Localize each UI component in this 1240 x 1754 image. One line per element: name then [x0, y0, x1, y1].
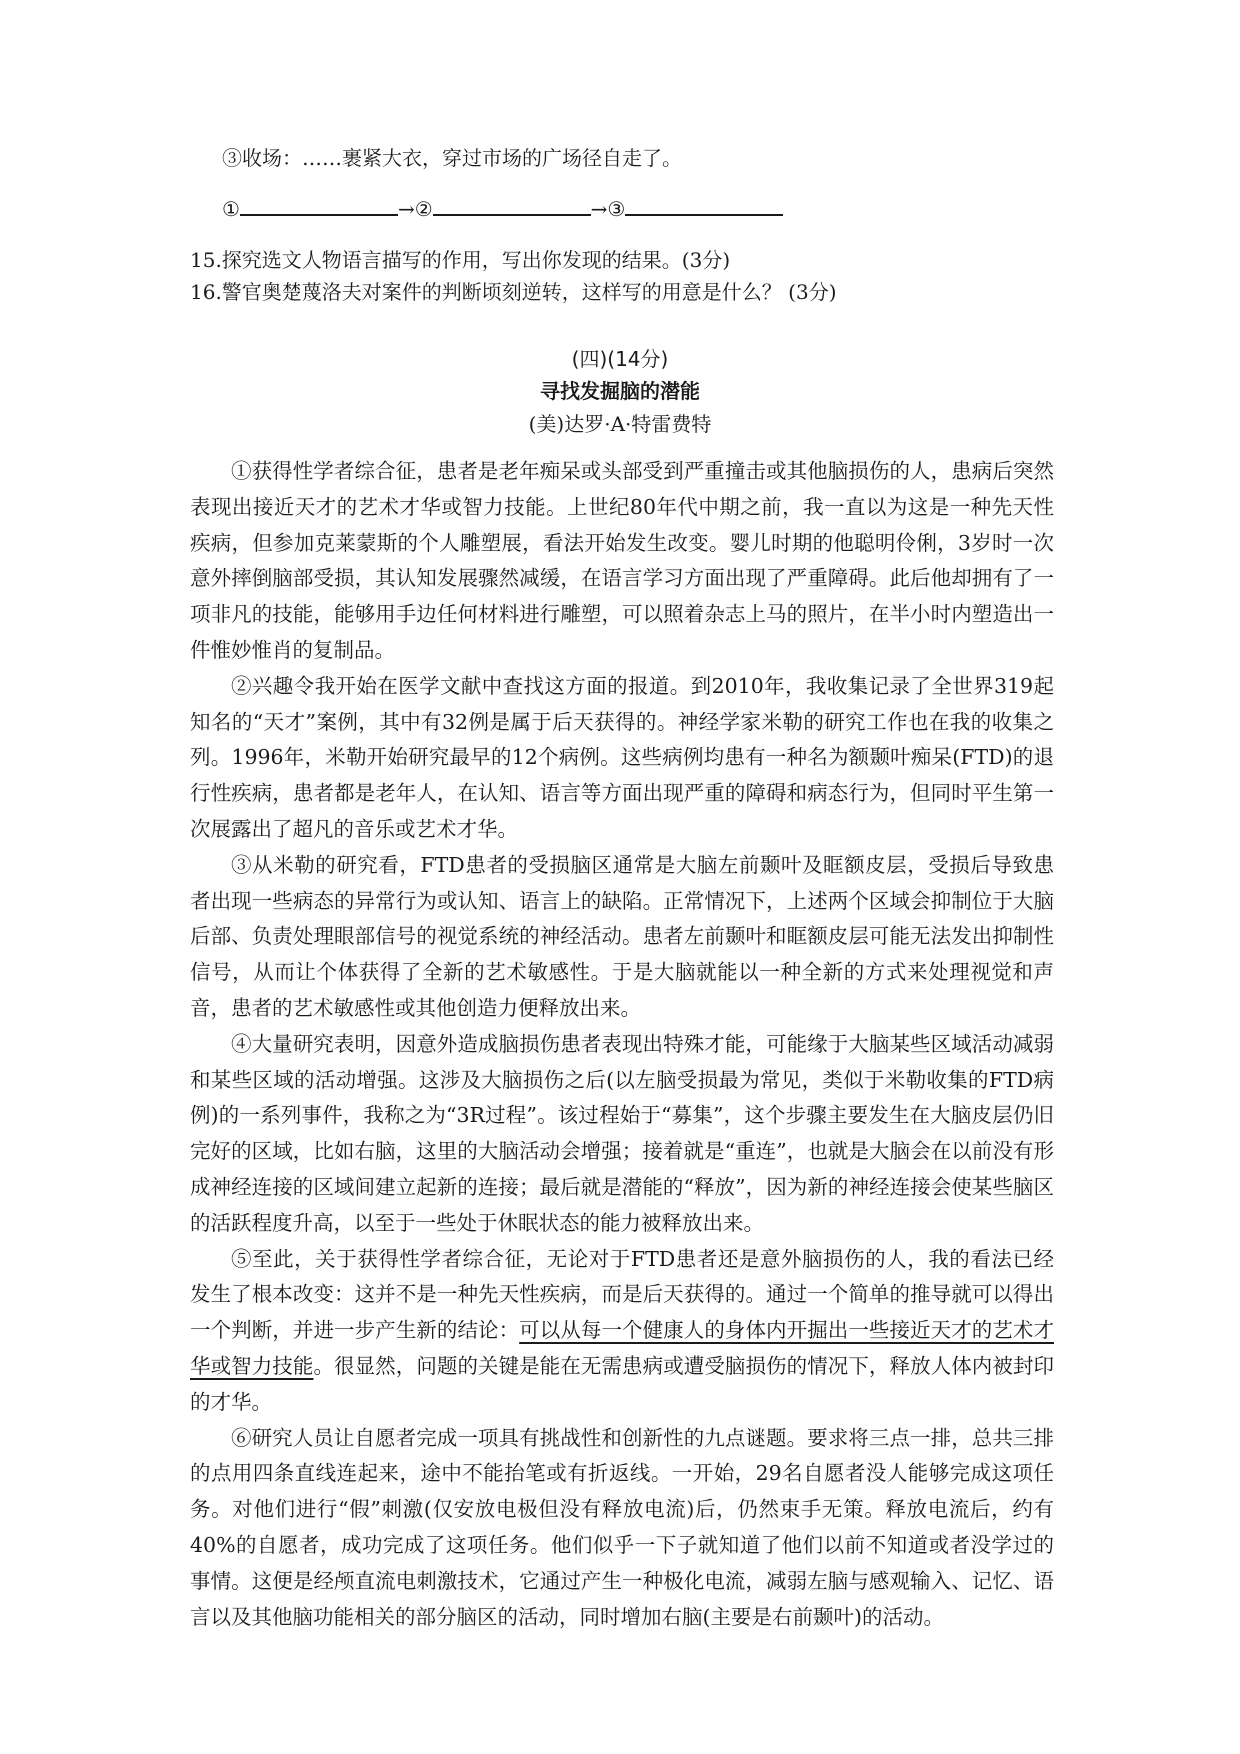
blank-marker-1: ① — [222, 197, 240, 221]
paragraph-4: ④大量研究表明，因意外造成脑损伤患者表现出特殊才能，可能缘于大脑某些区域活动减弱和某些区域的活动增强。这涉及大脑损伤之后(以左脑受损最为常见，类似于米勒收集的FTD病例)的一系列事件，我称之为“3R过程”。该过程始于“募集”，这个步骤主要发生在大脑皮层仍旧完好的区域，比如右脑，这里的大脑活动会增强；接着就是“重连”，也就是大脑会在以前没有形成神经连接的区域间建立起新的连接；最后就是潜能的“释放”，因为新的神经连接会使某些脑区的活跃程度升高，以至于一些处于休眠状态的能力被释放出来。 — [190, 1031, 1054, 1235]
paragraph-5-tail: 。很显然，问题的关键是能在无需患病或遭受脑损伤的情况下，释放人体内被封印的才华。 — [190, 1353, 1055, 1414]
blank-arrow-3: →③ — [590, 197, 626, 221]
paragraph-3: ③从米勒的研究看，FTD患者的受损脑区通常是大脑左前颞叶及眶额皮层，受损后导致患者出现一些病态的异常行为或认知、语言上的缺陷。正常情况下，上述两个区域会抑制位于大脑后部、负责处理眼部信号的视觉系统的神经活动。患者左前颞叶和眶额皮层可能无法发出抑制性信号，从而让个体获得了全新的艺术敏感性。于是大脑就能以一种全新的方式来处理视觉和声音，患者的艺术敏感性或其他创造力便释放出来。 — [190, 852, 1054, 1020]
blank-3[interactable] — [625, 190, 783, 216]
blank-arrow-2: →② — [397, 197, 433, 221]
article-author: (美)达罗·A·特雷费特 — [528, 412, 712, 436]
article-body — [190, 454, 1054, 1635]
paragraph-1: ①获得性学者综合征，患者是老年痴呆或头部受到严重撞击或其他脑损伤的人，患病后突然表现出接近天才的艺术才华或智力技能。上世纪80年代中期之前，我一直以为这是一种先天性疾病，但参加克莱蒙斯的个人雕塑展，看法开始发生改变。婴儿时期的他聪明伶俐，3岁时一次意外摔倒脑部受损，其认知发展骤然减缓，在语言学习方面出现了严重障碍。此后他却拥有了一项非凡的技能，能够用手边任何材料进行雕塑，可以照着杂志上马的照片，在半小时内塑造出一件惟妙惟肖的复制品。 — [190, 459, 1054, 662]
paragraph-2: ②兴趣令我开始在医学文献中查找这方面的报道。到2010年，我收集记录了全世界319起知名的“天才”案例，其中有32例是属于后天获得的。神经学家米勒的研究工作也在我的收集之列。1996年，米勒开始研究最早的12个病例。这些病例均患有一种名为额颞叶痴呆(FTD)的退行性疾病，患者都是老年人，在认知、语言等方面出现严重的障碍和病态行为，但同时平生第一次展露出了超凡的音乐或艺术才华。 — [190, 673, 1054, 841]
blank-1[interactable] — [240, 190, 398, 216]
question-16: 16.警官奥楚蔑洛夫对案件的判断顷刻逆转，这样写的用意是什么？ (3分) — [190, 280, 837, 304]
blank-item-3-text: ③收场：……裹紧大衣，穿过市场的广场径自走了。 — [222, 146, 682, 170]
paragraph-5-text: ⑤至此，关于获得性学者综合征，无论对于FTD患者还是意外脑损伤的人，我的看法已经发生了根本改变：这并不是一种先天性疾病，而是后天获得的。通过一个简单的推导就可以得出一个判断，并进一步产生新的结论： — [190, 1246, 1054, 1343]
underlined-sentence: 可以从每一个健康人的身体内开掘出一些接近天才的艺术才华或智力技能 — [190, 1318, 1054, 1378]
paragraph-6: ⑥研究人员让自愿者完成一项具有挑战性和创新性的九点谜题。要求将三点一排，总共三排的点用四条直线连起来，途中不能抬笔或有折返线。一开始，29名自愿者没人能够完成这项任务。对他们进行“假”刺激(仅安放电极但没有释放电流)后，仍然束手无策。释放电流后，约有40%的自愿者，成功完成了这项任务。他们似乎一下子就知道了他们以前不知道或者没学过的事情。这便是经颅直流电刺激技术，它通过产生一种极化电流，减弱左脑与感观输入、记忆、语言以及其他脑功能相关的部分脑区的活动，同时增加右脑(主要是右前颞叶)的活动。 — [190, 1425, 1054, 1629]
fill-in-blanks-row — [222, 190, 783, 222]
question-15: 15.探究选文人物语言描写的作用，写出你发现的结果。(3分) — [190, 248, 731, 272]
article-title: 寻找发掘脑的潜能 — [540, 379, 700, 403]
blank-2[interactable] — [433, 190, 591, 216]
section-label: (四)(14分) — [571, 347, 669, 371]
paragraph-5 — [190, 1242, 1054, 1421]
